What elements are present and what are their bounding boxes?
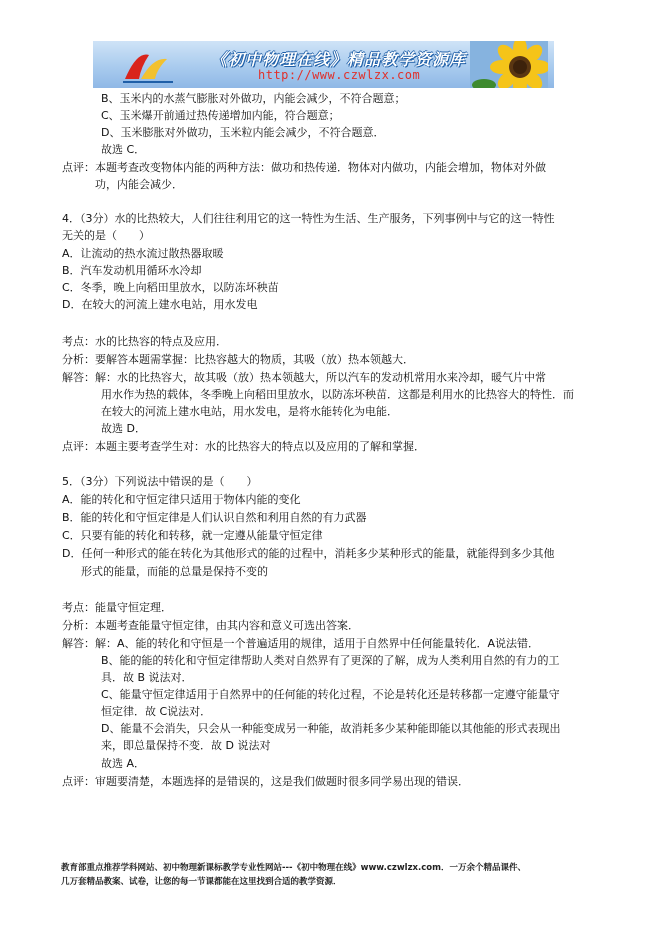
- text-line: 恒定律．故 C说法对．: [101, 705, 212, 718]
- header-banner: [93, 41, 554, 88]
- text-line: 考点：能量守恒定理．: [62, 601, 172, 614]
- text-line: 考点：水的比热容的特点及应用．: [62, 335, 227, 348]
- sunflower-icon: [470, 41, 548, 88]
- text-line: C、能量守恒定律适用于自然界中的任何能的转化过程，不论是转化还是转移都一定遵守能量守: [101, 688, 560, 701]
- text-line: 分析：要解答本题需掌握：比热容越大的物质，其吸（放）热本领越大．: [62, 353, 414, 366]
- site-logo-icon: [119, 45, 177, 85]
- question-4-stem: 4．（3分）水的比热较大，人们往往利用它的这一特性为生活、生产服务，下列事例中与它的这一特性: [62, 212, 555, 225]
- text-line: 分析：本题考查能量守恒定律，由其内容和意义可选出答案．: [62, 619, 359, 632]
- text-line: 故选 C．: [101, 143, 146, 156]
- text-line: D、玉米膨胀对外做功，玉米粒内能会减少，不符合题意．: [101, 126, 385, 139]
- question-5-stem: 5．（3分）下列说法中错误的是（ ）: [62, 475, 258, 488]
- text-line: 功，内能会减少．: [95, 178, 183, 191]
- text-line: 解答：解：A、能的转化和守恒是一个普遍适用的规律，适用于自然界中任何能量转化．A说法错．: [62, 637, 540, 650]
- text-line: C、玉米爆开前通过热传递增加内能，符合题意；: [101, 109, 340, 122]
- option-b: B．汽车发动机用循环水冷却: [62, 264, 202, 277]
- text-line: 在较大的河流上建水电站，用水发电，是将水能转化为电能．: [101, 405, 398, 418]
- text-line: D、能量不会消失，只会从一种能变成另一种能，故消耗多少某种能即能以其他能的形式表现出: [101, 722, 561, 735]
- option-b: B．能的转化和守恒定律是人们认识自然和利用自然的有力武器: [62, 511, 367, 524]
- text-line: B、玉米内的水蒸气膨胀对外做功，内能会减少，不符合题意；: [101, 92, 406, 105]
- text-line: 点评：审题要清楚，本题选择的是错误的，这是我们做题时很多同学易出现的错误．: [62, 775, 469, 788]
- option-c: C．只要有能的转化和转移，就一定遵从能量守恒定律: [62, 529, 323, 542]
- option-c: C．冬季，晚上向稻田里放水，以防冻坏秧苗: [62, 281, 279, 294]
- text-line: 故选 D．: [101, 422, 146, 435]
- option-d: D．任何一种形式的能在转化为其他形式的能的过程中，消耗多少某种形式的能量，就能得到多少其他: [62, 547, 555, 560]
- text-line: 解答：解：水的比热容大，故其吸（放）热本领越大，所以汽车的发动机常用水来冷却，暖气片中常: [62, 371, 546, 384]
- banner-url[interactable]: http://www.czwlzx.com: [258, 68, 421, 82]
- option-a: A．让流动的热水流过散热器取暖: [62, 247, 224, 260]
- text-line: 无关的是（ ）: [62, 229, 150, 242]
- text-line: 点评：本题考查改变物体内能的两种方法：做功和热传递．物体对内做功，内能会增加，物体对外做: [62, 161, 546, 174]
- text-line: 来，即总量保持不变．故 D 说法对: [101, 739, 271, 752]
- footer-line: 几万套精品教案、试卷，让您的每一节课都能在这里找到合适的教学资源．: [61, 877, 342, 887]
- text-line: B、能的能的转化和守恒定律帮助人类对自然界有了更深的了解，成为人类利用自然的有力的工: [101, 654, 560, 667]
- text-line: 用水作为热的载体，冬季晚上向稻田里放水，以防冻坏秧苗．这都是利用水的比热容大的特性．而: [101, 388, 574, 401]
- text-line: 故选 A．: [101, 757, 146, 770]
- text-line: 点评：本题主要考查学生对：水的比热容大的特点以及应用的了解和掌握．: [62, 440, 425, 453]
- banner-title: 《初中物理在线》精品教学资源库: [211, 50, 467, 69]
- text-line: 形式的能量，而能的总量是保持不变的: [81, 565, 268, 578]
- footer-line: 教育部重点推荐学科网站、初中物理新课标教学专业性网站---《初中物理在线》www.czwlzx.com．一万余个精品课件、: [61, 863, 526, 873]
- text-line: 具．故 B 说法对．: [101, 671, 193, 684]
- option-a: A．能的转化和守恒定律只适用于物体内能的变化: [62, 493, 301, 506]
- option-d: D．在较大的河流上建水电站，用水发电: [62, 298, 258, 311]
